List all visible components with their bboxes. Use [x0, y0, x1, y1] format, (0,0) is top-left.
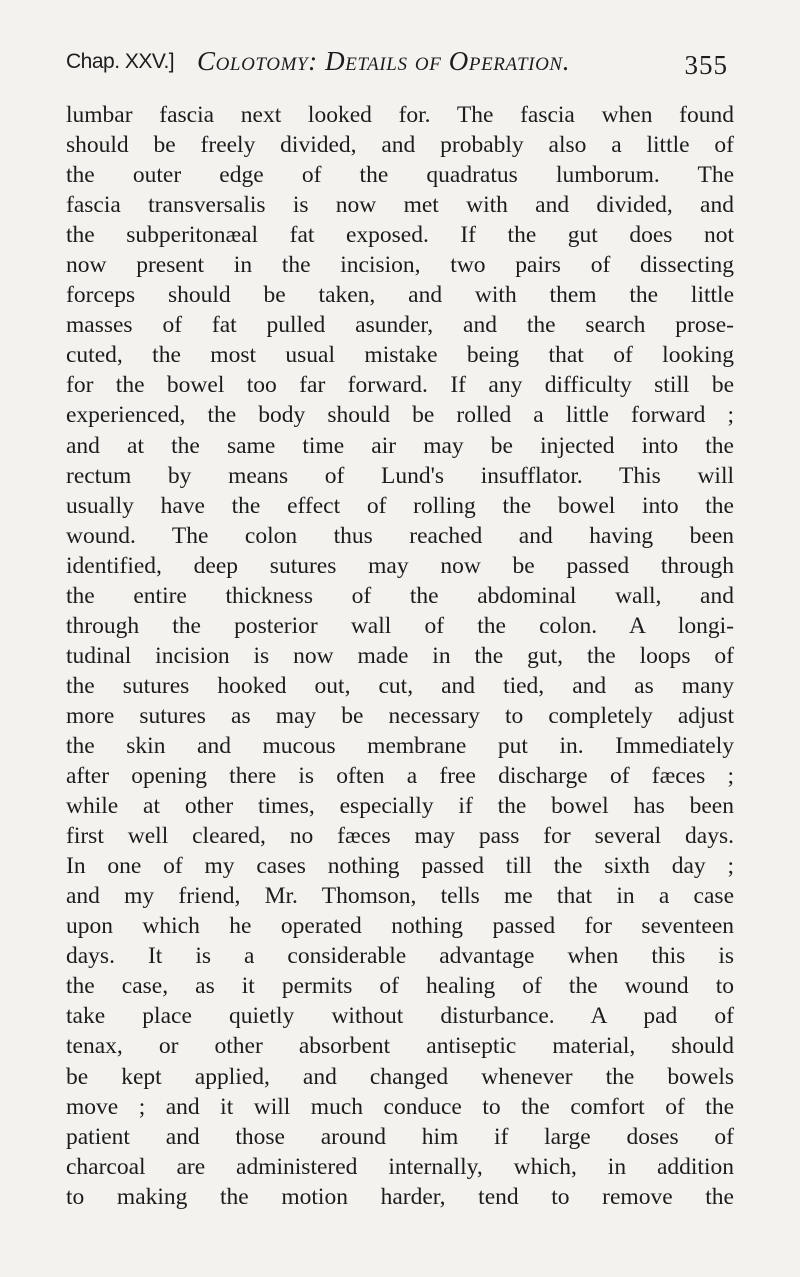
page-number: 355 — [684, 50, 728, 80]
text-line: fascia transversalis is now met with and divided, and — [66, 192, 734, 219]
text-line: the entire thickness of the abdominal wall, and — [66, 582, 734, 609]
text-line: should be freely divided, and probably also a little of — [66, 132, 734, 159]
text-line: more sutures as may be necessary to completely adjust — [66, 702, 734, 729]
body-paragraph — [66, 100, 734, 1212]
text-line: the subperitonæal fat exposed. If the gut does not — [66, 222, 734, 249]
text-line: to making the motion harder, tend to remove the — [66, 1183, 734, 1210]
text-line: the skin and mucous membrane put in. Immediately — [66, 732, 734, 759]
text-line: the case, as it permits of healing of the wound to — [66, 973, 734, 1000]
text-line: be kept applied, and changed whenever the bowels — [66, 1063, 734, 1090]
text-line: rectum by means of Lund's insufflator. This will — [66, 462, 734, 489]
text-line: upon which he operated nothing passed for seventeen — [66, 913, 734, 940]
text-line: experienced, the body should be rolled a little forward ; — [66, 402, 734, 429]
text-line: the sutures hooked out, cut, and tied, and as many — [66, 672, 734, 699]
page-header — [66, 36, 730, 84]
text-line: lumbar fascia next looked for. The fascia when found — [66, 102, 734, 128]
text-line: and at the same time air may be injected into the — [66, 432, 734, 459]
text-line: the outer edge of the quadratus lumborum. The — [66, 162, 734, 189]
text-line: days. It is a considerable advantage when this is — [66, 943, 734, 970]
text-line: masses of fat pulled asunder, and the search prose- — [66, 312, 734, 339]
text-line: patient and those around him if large doses of — [66, 1123, 734, 1150]
text-line: first well cleared, no fæces may pass for several days. — [66, 823, 734, 850]
text-line: forceps should be taken, and with them the little — [66, 282, 734, 309]
text-line: and my friend, Mr. Thomson, tells me that in a case — [66, 883, 734, 910]
text-line: after opening there is often a free discharge of fæces ; — [66, 763, 734, 790]
text-line: move ; and it will much conduce to the comfort of the — [66, 1093, 734, 1120]
text-line: take place quietly without disturbance. A pad of — [66, 1003, 734, 1030]
text-line: usually have the effect of rolling the bowel into the — [66, 492, 734, 519]
text-line: while at other times, especially if the bowel has been — [66, 793, 734, 820]
text-line: through the posterior wall of the colon. A longi- — [66, 612, 734, 639]
chapter-reference: Chap. XXV.] — [66, 50, 175, 73]
text-line: charcoal are administered internally, which, in addition — [66, 1153, 734, 1180]
text-line: wound. The colon thus reached and having been — [66, 522, 734, 549]
text-line: tenax, or other absorbent antiseptic material, should — [66, 1033, 734, 1060]
text-line: cuted, the most usual mistake being that of looking — [66, 342, 734, 369]
text-line: tudinal incision is now made in the gut, the loops of — [66, 642, 734, 669]
text-line: now present in the incision, two pairs of dissecting — [66, 252, 734, 279]
text-line: identified, deep sutures may now be passed through — [66, 552, 734, 579]
text-line: In one of my cases nothing passed till the sixth day ; — [66, 853, 734, 880]
running-title: Colotomy: Details of Operation. — [197, 46, 571, 76]
text-line: for the bowel too far forward. If any difficulty still be — [66, 372, 734, 399]
